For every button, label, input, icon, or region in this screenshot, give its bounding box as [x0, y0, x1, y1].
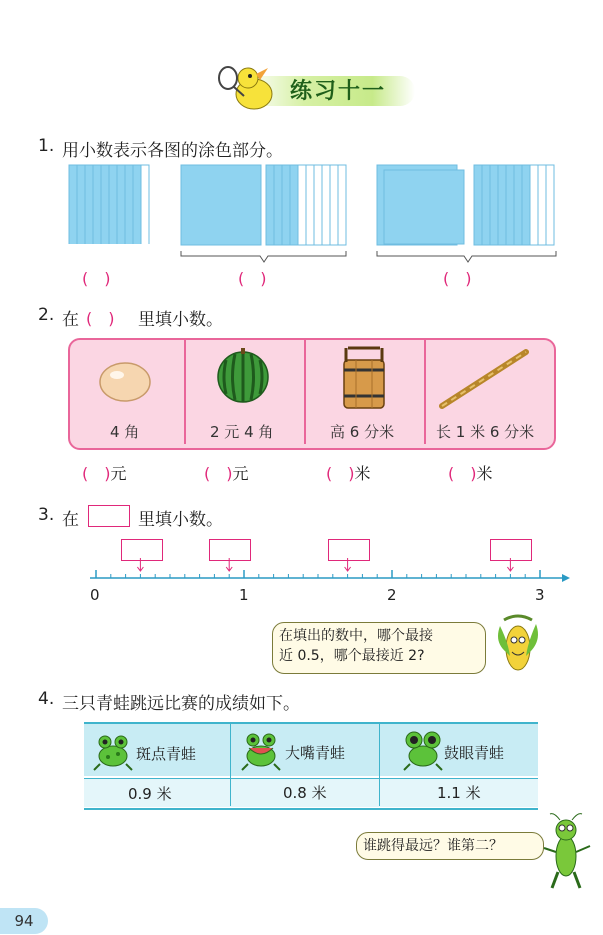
- axis-label-3: 3: [535, 586, 545, 604]
- q4-number: 4.: [38, 689, 55, 709]
- shaded-strip: [133, 165, 141, 244]
- frog-name-1: 斑点青蛙: [136, 745, 197, 763]
- blank-strip: [306, 165, 314, 245]
- shaded-strip: [514, 165, 522, 245]
- q1-brace-3: [376, 250, 558, 264]
- q2-text-pre: 在: [62, 310, 79, 330]
- blank-strip: [538, 165, 546, 245]
- pointer-arrow: [345, 558, 351, 571]
- pointer-arrow: [137, 558, 143, 571]
- axis-arrow: [562, 574, 570, 582]
- grasshopper-mascot-icon: [538, 812, 598, 892]
- axis-label-1: 1: [239, 586, 249, 604]
- number-line: [86, 558, 572, 588]
- frog-result-1: 0.9 米: [128, 785, 172, 803]
- q2-answer-2[interactable]: ( )元: [204, 464, 249, 483]
- axis-label-0: 0: [90, 586, 100, 604]
- divider: [304, 340, 306, 444]
- q1-brace-2: [180, 250, 348, 264]
- shaded-strip: [474, 165, 482, 245]
- frog-result-2: 0.8 米: [283, 784, 327, 802]
- egg-icon: [98, 358, 154, 406]
- shaded-strip: [93, 165, 101, 244]
- speech-bubble: 在填出的数中，哪个最接 近 0.5，哪个最接近 2?: [272, 622, 486, 674]
- bucket-icon: [340, 344, 388, 410]
- blank-strip: [338, 165, 346, 245]
- q1-figure-two-squares: [376, 164, 558, 246]
- shaded-strip: [117, 165, 125, 244]
- frog-name-2: 大嘴青蛙: [285, 744, 346, 762]
- axis-label-2: 2: [387, 586, 397, 604]
- shaded-strip: [101, 165, 109, 244]
- shaded-strip: [109, 165, 117, 244]
- shaded-strip: [85, 165, 93, 244]
- shaded-strip: [282, 165, 290, 245]
- blank-strip: [322, 165, 330, 245]
- q1-figure-square-strips: [180, 164, 348, 246]
- q1-answer-2[interactable]: ( ): [238, 269, 267, 288]
- speech-bubble: 谁跳得最远？谁第二？: [356, 832, 544, 860]
- q3-text-post: 里填小数。: [138, 510, 223, 530]
- q2-answer-1[interactable]: ( )元: [82, 464, 127, 483]
- blank-strip: [314, 165, 322, 245]
- q2-paren: ( ): [86, 309, 115, 328]
- q3-text-pre: 在: [62, 510, 79, 530]
- blank-strip: [330, 165, 338, 245]
- frog-icon: [402, 728, 444, 772]
- q3-number: 3.: [38, 505, 55, 525]
- pointer-arrow: [226, 558, 232, 571]
- pointer-arrow: [507, 558, 513, 571]
- q4-text: 三只青蛙跳远比赛的成绩如下。: [62, 694, 300, 714]
- q2-answer-3[interactable]: ( )米: [326, 464, 371, 483]
- q2-item-label-3: 高 6 分米: [330, 423, 395, 441]
- shaded-strip: [274, 165, 282, 245]
- table-divider: [230, 724, 231, 806]
- page-number: 94: [0, 908, 48, 934]
- q2-item-label-4: 长 1 米 6 分米: [436, 423, 535, 441]
- corn-mascot-icon: [484, 612, 546, 676]
- watermelon-icon: [214, 346, 272, 404]
- shaded-strip: [266, 165, 274, 245]
- page-title: 练习十一: [290, 79, 387, 104]
- shaded-strip: [522, 165, 530, 245]
- frog-icon: [92, 730, 134, 772]
- blank-strip: [298, 165, 306, 245]
- q2-number: 2.: [38, 305, 55, 325]
- q1-number: 1.: [38, 136, 55, 156]
- divider: [424, 340, 426, 444]
- shaded-strip: [498, 165, 506, 245]
- q1-answer-1[interactable]: ( ): [82, 269, 111, 288]
- shaded-strip: [490, 165, 498, 245]
- shaded-strip: [125, 165, 133, 244]
- frog-result-3: 1.1 米: [437, 784, 481, 802]
- shaded-strip: [290, 165, 298, 245]
- q2-text-post: 里填小数。: [138, 310, 223, 330]
- q3-box-sample: [88, 505, 130, 527]
- q2-answer-4[interactable]: ( )米: [448, 464, 493, 483]
- q1-answer-3[interactable]: ( ): [443, 269, 472, 288]
- shaded-strip: [77, 165, 85, 244]
- blank-strip: [546, 165, 554, 245]
- blank-strip: [530, 165, 538, 245]
- shaded-strip: [506, 165, 514, 245]
- frog-icon: [240, 728, 282, 772]
- q1-text: 用小数表示各图的涂色部分。: [62, 141, 283, 161]
- duck-mascot-icon: [216, 62, 278, 112]
- q2-item-label-1: 4 角: [110, 423, 140, 441]
- divider: [184, 340, 186, 444]
- blank-strip: [141, 165, 149, 244]
- frog-name-3: 鼓眼青蛙: [444, 744, 505, 762]
- q1-figure-strips: [68, 164, 150, 244]
- stick-icon: [436, 346, 532, 412]
- table-divider: [379, 724, 380, 806]
- shaded-strip: [482, 165, 490, 245]
- q2-item-label-2: 2 元 4 角: [210, 423, 274, 441]
- shaded-strip: [69, 165, 77, 244]
